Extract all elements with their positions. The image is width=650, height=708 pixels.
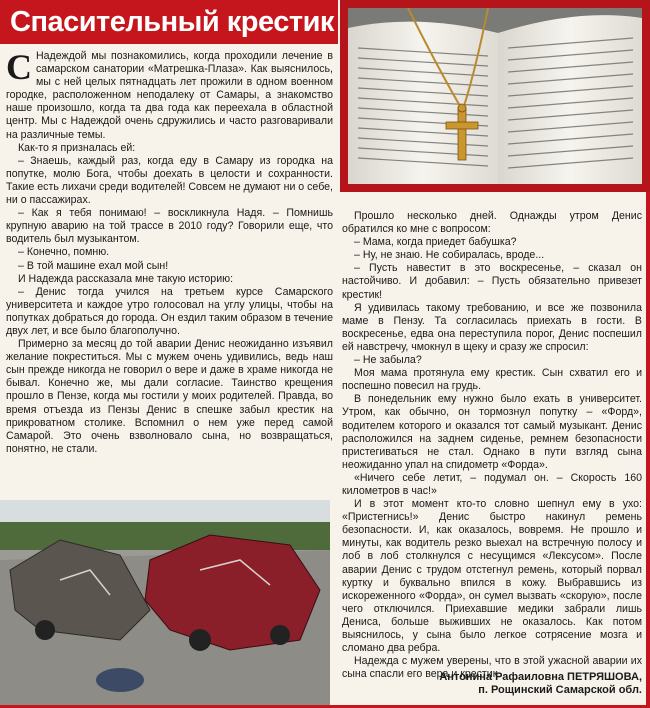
article-title: Спасительный крестик: [10, 6, 334, 38]
text-column-right: [342, 210, 642, 681]
title-banner: [0, 0, 338, 44]
paragraph: – Ну, не знаю. Не собиралась, вроде...: [354, 249, 545, 262]
paragraph: – В той машине ехал мой сын!: [18, 259, 169, 272]
paragraph: В понедельник ему нужно было ехать в университет. Утром, как обычно, он тормознул попутку – «Форд», водителем которого и оказался тот самый музыкант. Денис расположился на заднем сиденье, ремнем безопасности пристегиваться не стал. Однако в пути взгляд сына неожиданно упал на спидометр «Форда».: [342, 393, 642, 471]
paragraph: – Конечно, помню.: [18, 246, 110, 259]
paragraph: Надежда с мужем уверены, что в этой ужасной аварии их сына спасли его вера и крестик.: [342, 655, 642, 681]
drop-cap: С: [6, 47, 32, 87]
paragraph: Как-то я призналась ей:: [18, 141, 136, 154]
bible-cross-photo: [348, 8, 642, 184]
car-crash-photo: [0, 500, 330, 708]
paragraph: – Знаешь, каждый раз, когда еду в Самару из городка на попутке, молю Бога, чтобы доехать в целости и сохранности. Такие есть лихачи среди водителей! Совсем не думают ни о себе, ни о пассажирах.: [6, 154, 333, 207]
bible-cross-image: [348, 8, 642, 184]
paragraph: – Пусть навестит в это воскресенье, – сказал он настойчиво. И добавил: – Пусть обязательно привезет крестик!: [342, 262, 642, 301]
paragraph: – Мама, когда приедет бабушка?: [354, 236, 517, 249]
author-location: п. Рощинский Самарской обл.: [478, 684, 642, 696]
paragraph: – Денис тогда учился на третьем курсе Самарского университета и каждое утро голосовал на углу улицы, чтобы на попутках добраться до города. Он ездил таким образом в течение двух лет, и все было благополучно.: [6, 285, 333, 337]
paragraph: И Надежда рассказала мне такую историю:: [18, 272, 234, 285]
paragraph: Я удивилась такому требованию, и все же позвонила маме в Пензу. Та согласилась приехать в гости. В воскресенье, едва она переступила порог, Денис поспешил ей навстречу, чмокнул в щеку и сразу же спросил:: [342, 301, 642, 353]
paragraph: – Как я тебя понимаю! – воскликнула Надя. – Помнишь крупную аварию на той трассе в 2010 году? Говорили еще, что водитель был музыкантом.: [6, 207, 333, 246]
paragraph: Моя мама протянула ему крестик. Сын схватил его и поспешно повесил на грудь.: [342, 367, 642, 393]
author-name: Антонина Рафаиловна ПЕТРЯШОВА,: [439, 671, 642, 683]
paragraph: И в этот момент кто-то словно шепнул ему в ухо: «Пристегнись!» Денис быстро накинул ремень безопасности. И, как оказалось, вовремя. Не прошло и минуты, как водитель резко выехал на встречную полосу и лоб в лоб столкнулся с несущимся «Лексусом». После аварии Денис с трудом отстегнул ремень, который порвал куртку и буквально впился в кожу. Выбравшись из искореженного «Форда», он сумел вызвать «скорую», после чего отключился. Приехавшие медики забрали лишь Дениса, больше выживших не оказалось. Как потом выяснилось, у сына было легкое сотрясение мозга и сломано два ребра.: [342, 498, 642, 655]
paragraph: Примерно за месяц до той аварии Денис неожиданно изъявил желание покреститься. Мы с мужем очень удивились, ведь наш сын прежде никогда не говорил о вере и даже в храме никогда не бывал. Конечно же, мы дали согласие. Таинство крещения прошло в Пензе, когда мы гостили у моих родителей. Правда, во время отъезда из Пензы Денис в спешке забыл крестик на прикроватном столике. Вспомнил о нем уже перед самой Самарой. Это очень взволновало сына, но возвращаться, понятно, не стали.: [6, 338, 333, 455]
author-signature: [439, 671, 642, 697]
paragraph: Прошло несколько дней. Однажды утром Денис обратился ко мне с вопросом:: [342, 210, 642, 236]
text-column-left: [6, 47, 333, 456]
car-crash-image: [0, 500, 330, 708]
bible-cross-photo-frame: [340, 0, 650, 192]
paragraph: – Не забыла?: [354, 354, 422, 367]
border-right: [646, 192, 650, 708]
paragraph: «Ничего себе летит, – подумал он. – Скорость 160 километров в час!»: [342, 471, 642, 497]
paragraph: С Надеждой мы познакомились, когда проходили лечение в самарском санатории «Матрешка-Плаза». Как выяснилось, мы с ней целых пятнадцать лет прожили в одном военном городке, расположенном неподалеку от Самары, а знакомство наше произошло, когда та два года как переехала в областной центр. Мы с Надеждой очень сдружились и часто разговаривали на различные темы.: [6, 47, 333, 141]
